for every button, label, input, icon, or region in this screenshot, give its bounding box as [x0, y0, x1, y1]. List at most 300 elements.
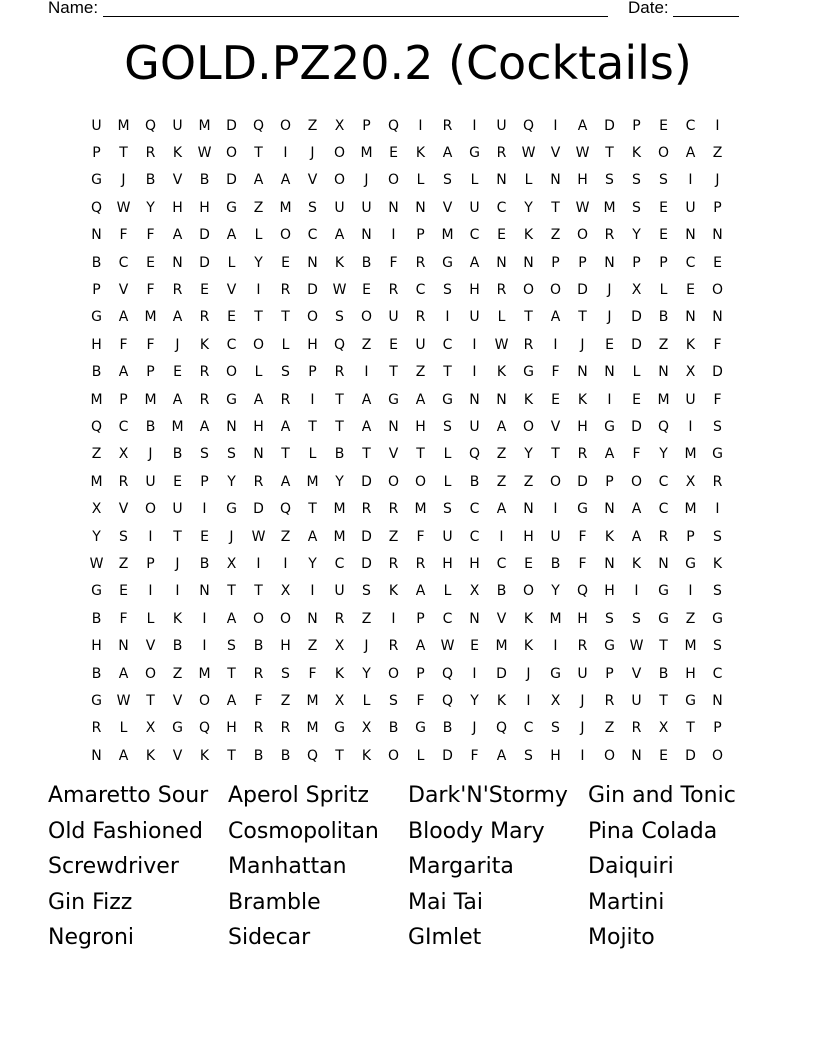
- grid-letter: M: [198, 665, 211, 682]
- grid-letter: B: [172, 446, 183, 463]
- grid-letter: I: [553, 638, 558, 655]
- grid-letter: N: [307, 610, 318, 627]
- grid-letter: W: [521, 145, 536, 162]
- grid-letter: N: [469, 610, 480, 627]
- grid-letter: I: [148, 528, 153, 545]
- grid-letter: B: [172, 638, 183, 655]
- grid-letter: S: [632, 199, 641, 216]
- grid-letter: I: [472, 665, 477, 682]
- grid-letter: M: [144, 309, 157, 326]
- grid-letter: X: [91, 501, 102, 518]
- grid-letter: V: [550, 418, 561, 435]
- grid-row: [83, 550, 731, 577]
- grid-letter: H: [307, 336, 318, 353]
- grid-letter: U: [550, 528, 561, 545]
- grid-letter: L: [497, 309, 506, 326]
- grid-letter: P: [362, 117, 371, 134]
- grid-letter: V: [172, 747, 183, 764]
- grid-letter: H: [577, 418, 588, 435]
- grid-letter: U: [172, 501, 183, 518]
- grid-letter: D: [496, 665, 507, 682]
- grid-letter: L: [362, 692, 371, 709]
- grid-letter: P: [416, 610, 425, 627]
- grid-letter: B: [658, 309, 669, 326]
- grid-letter: Q: [468, 446, 481, 463]
- grid-letter: F: [119, 610, 128, 627]
- grid-letter: T: [605, 145, 614, 162]
- grid-letter: N: [91, 227, 102, 244]
- grid-row: [83, 139, 731, 166]
- grid-letter: T: [686, 720, 695, 737]
- grid-letter: W: [494, 336, 509, 353]
- grid-letter: D: [604, 117, 615, 134]
- name-blank-line: [103, 16, 608, 17]
- grid-letter: T: [146, 692, 155, 709]
- grid-letter: M: [684, 638, 697, 655]
- word-list-item: Negroni: [48, 925, 135, 950]
- grid-letter: N: [550, 172, 561, 189]
- grid-letter: O: [522, 282, 535, 299]
- grid-letter: O: [387, 473, 400, 490]
- grid-letter: K: [631, 145, 642, 162]
- grid-letter: R: [658, 528, 669, 545]
- grid-letter: S: [335, 309, 344, 326]
- grid-letter: B: [199, 555, 210, 572]
- grid-letter: T: [362, 446, 371, 463]
- grid-letter: A: [307, 528, 318, 545]
- grid-letter: F: [578, 528, 587, 545]
- grid-letter: T: [389, 364, 398, 381]
- grid-letter: A: [361, 418, 372, 435]
- grid-letter: K: [604, 528, 615, 545]
- grid-letter: C: [496, 555, 507, 572]
- grid-letter: W: [332, 282, 347, 299]
- grid-letter: L: [632, 364, 641, 381]
- word-list-item: Bloody Mary: [408, 818, 545, 844]
- grid-letter: M: [279, 199, 292, 216]
- grid-letter: U: [334, 199, 345, 216]
- grid-letter: A: [280, 473, 291, 490]
- grid-letter: L: [443, 446, 452, 463]
- grid-letter: O: [387, 747, 400, 764]
- grid-letter: Z: [307, 638, 318, 655]
- grid-letter: S: [659, 172, 668, 189]
- grid-letter: J: [607, 309, 612, 326]
- grid-letter: E: [146, 254, 155, 271]
- grid-letter: D: [577, 473, 588, 490]
- grid-letter: H: [577, 610, 588, 627]
- grid-letter: R: [280, 720, 291, 737]
- grid-letter: O: [144, 665, 157, 682]
- grid-letter: H: [280, 638, 291, 655]
- grid-letter: B: [361, 254, 372, 271]
- grid-letter: Z: [172, 665, 183, 682]
- word-list-item: Cosmopolitan: [228, 818, 379, 844]
- grid-letter: W: [116, 199, 131, 216]
- word-list-item: Manhattan: [228, 854, 347, 879]
- grid-letter: M: [306, 692, 319, 709]
- grid-letter: N: [496, 172, 507, 189]
- grid-letter: I: [715, 117, 720, 134]
- grid-letter: I: [391, 227, 396, 244]
- grid-letter: G: [334, 720, 345, 737]
- grid-letter: H: [469, 555, 480, 572]
- grid-row: [83, 742, 731, 769]
- grid-letter: E: [389, 145, 398, 162]
- grid-letter: J: [175, 336, 180, 353]
- grid-letter: R: [388, 282, 399, 299]
- grid-letter: F: [416, 692, 425, 709]
- grid-letter: Q: [522, 117, 535, 134]
- grid-letter: Z: [361, 610, 372, 627]
- grid-letter: V: [631, 665, 642, 682]
- grid-letter: Z: [658, 336, 669, 353]
- grid-letter: K: [145, 747, 156, 764]
- grid-letter: L: [524, 172, 533, 189]
- grid-letter: P: [146, 364, 155, 381]
- grid-letter: O: [387, 172, 400, 189]
- grid-letter: I: [202, 638, 207, 655]
- grid-letter: Y: [659, 446, 668, 463]
- grid-letter: N: [361, 227, 372, 244]
- grid-letter: P: [578, 254, 587, 271]
- grid-letter: V: [307, 172, 318, 189]
- grid-letter: E: [497, 227, 506, 244]
- grid-letter: D: [226, 117, 237, 134]
- grid-letter: S: [713, 638, 722, 655]
- word-list-item: Sidecar: [228, 925, 311, 950]
- grid-letter: J: [364, 172, 369, 189]
- grid-letter: E: [362, 282, 371, 299]
- grid-letter: T: [227, 583, 236, 600]
- grid-letter: N: [658, 364, 669, 381]
- grid-letter: Z: [523, 473, 534, 490]
- grid-letter: K: [361, 747, 372, 764]
- grid-letter: R: [280, 391, 291, 408]
- grid-letter: V: [145, 638, 156, 655]
- grid-letter: M: [90, 391, 103, 408]
- grid-letter: A: [496, 501, 507, 518]
- grid-letter: I: [499, 528, 504, 545]
- grid-letter: Q: [252, 117, 265, 134]
- grid-letter: A: [253, 391, 264, 408]
- grid-letter: A: [415, 583, 426, 600]
- grid-letter: M: [441, 227, 454, 244]
- grid-letter: G: [712, 610, 723, 627]
- name-label: Name:: [48, 0, 99, 17]
- grid-letter: U: [469, 418, 480, 435]
- worksheet-header: [0, 0, 816, 22]
- grid-letter: C: [226, 336, 237, 353]
- grid-letter: R: [334, 364, 345, 381]
- grid-letter: K: [172, 145, 183, 162]
- grid-letter: Q: [495, 720, 508, 737]
- grid-row: [83, 632, 731, 659]
- word-list-item: Mai Tai: [408, 889, 483, 915]
- grid-letter: Q: [306, 747, 319, 764]
- grid-letter: G: [172, 720, 183, 737]
- grid-letter: I: [634, 583, 639, 600]
- grid-letter: I: [553, 336, 558, 353]
- grid-letter: A: [172, 227, 183, 244]
- grid-letter: M: [549, 610, 562, 627]
- grid-letter: R: [496, 145, 507, 162]
- grid-letter: F: [146, 227, 155, 244]
- grid-letter: T: [254, 583, 263, 600]
- grid-letter: T: [335, 418, 344, 435]
- word-list-item: Gin Fizz: [48, 889, 133, 915]
- grid-letter: D: [631, 309, 642, 326]
- grid-letter: X: [280, 583, 291, 600]
- grid-letter: Q: [441, 692, 454, 709]
- grid-letter: R: [199, 364, 210, 381]
- grid-letter: J: [175, 555, 180, 572]
- grid-letter: Y: [335, 473, 344, 490]
- word-list-item: Margarita: [408, 854, 514, 879]
- grid-letter: Q: [387, 117, 400, 134]
- grid-letter: C: [442, 610, 453, 627]
- grid-row: [83, 523, 731, 550]
- grid-letter: N: [307, 254, 318, 271]
- grid-letter: F: [632, 446, 641, 463]
- word-list-item: Gin and Tonic: [588, 783, 736, 808]
- grid-letter: Z: [550, 227, 561, 244]
- grid-letter: E: [119, 583, 128, 600]
- grid-letter: M: [360, 145, 373, 162]
- grid-letter: T: [335, 391, 344, 408]
- grid-letter: G: [442, 391, 453, 408]
- grid-letter: E: [227, 309, 236, 326]
- grid-letter: I: [364, 364, 369, 381]
- grid-letter: A: [631, 501, 642, 518]
- grid-letter: E: [659, 227, 668, 244]
- grid-letter: N: [658, 555, 669, 572]
- grid-letter: T: [416, 446, 425, 463]
- grid-letter: G: [685, 692, 696, 709]
- grid-letter: A: [469, 254, 480, 271]
- grid-letter: Q: [657, 418, 670, 435]
- grid-letter: P: [551, 254, 560, 271]
- grid-letter: B: [91, 364, 102, 381]
- grid-letter: R: [91, 720, 102, 737]
- grid-letter: W: [575, 145, 590, 162]
- grid-letter: H: [685, 665, 696, 682]
- grid-letter: U: [172, 117, 183, 134]
- grid-letter: H: [469, 282, 480, 299]
- grid-letter: G: [442, 254, 453, 271]
- grid-letter: F: [416, 528, 425, 545]
- grid-letter: U: [145, 473, 156, 490]
- grid-letter: L: [416, 747, 425, 764]
- grid-letter: M: [495, 638, 508, 655]
- grid-letter: O: [711, 747, 724, 764]
- grid-letter: N: [712, 692, 723, 709]
- grid-letter: R: [415, 309, 426, 326]
- grid-letter: P: [416, 665, 425, 682]
- grid-letter: I: [391, 610, 396, 627]
- grid-letter: L: [254, 227, 263, 244]
- grid-letter: L: [281, 336, 290, 353]
- grid-letter: Y: [146, 199, 155, 216]
- grid-letter: D: [199, 227, 210, 244]
- grid-letter: U: [334, 583, 345, 600]
- grid-letter: Y: [551, 583, 560, 600]
- grid-letter: O: [279, 227, 292, 244]
- grid-letter: N: [91, 747, 102, 764]
- grid-letter: Y: [470, 692, 479, 709]
- grid-letter: J: [472, 720, 477, 737]
- grid-letter: C: [469, 528, 480, 545]
- grid-letter: E: [389, 336, 398, 353]
- grid-letter: M: [684, 501, 697, 518]
- grid-letter: Q: [279, 501, 292, 518]
- grid-letter: W: [629, 638, 644, 655]
- grid-letter: J: [580, 692, 585, 709]
- grid-letter: G: [712, 446, 723, 463]
- grid-letter: S: [632, 172, 641, 189]
- grid-letter: X: [334, 692, 345, 709]
- grid-letter: R: [199, 391, 210, 408]
- grid-letter: B: [253, 747, 264, 764]
- grid-letter: I: [472, 336, 477, 353]
- grid-letter: E: [524, 555, 533, 572]
- grid-letter: O: [657, 145, 670, 162]
- grid-letter: B: [334, 446, 345, 463]
- grid-letter: N: [253, 446, 264, 463]
- grid-letter: K: [577, 391, 588, 408]
- grid-letter: O: [198, 692, 211, 709]
- grid-letter: E: [659, 199, 668, 216]
- grid-letter: C: [118, 254, 129, 271]
- grid-letter: T: [443, 364, 452, 381]
- grid-letter: J: [148, 446, 153, 463]
- grid-row: [83, 605, 731, 632]
- grid-letter: S: [551, 720, 560, 737]
- grid-letter: A: [118, 309, 129, 326]
- grid-letter: I: [256, 282, 261, 299]
- grid-letter: Y: [92, 528, 101, 545]
- grid-letter: R: [253, 720, 264, 737]
- grid-letter: B: [469, 473, 480, 490]
- grid-letter: E: [686, 282, 695, 299]
- grid-letter: Z: [280, 528, 291, 545]
- grid-letter: B: [253, 638, 264, 655]
- grid-letter: S: [605, 610, 614, 627]
- grid-letter: G: [685, 555, 696, 572]
- grid-letter: K: [523, 638, 534, 655]
- grid-letter: B: [199, 172, 210, 189]
- grid-letter: X: [334, 638, 345, 655]
- grid-letter: A: [118, 665, 129, 682]
- grid-row: [83, 194, 731, 221]
- grid-letter: S: [308, 199, 317, 216]
- grid-letter: I: [445, 309, 450, 326]
- grid-letter: H: [91, 638, 102, 655]
- grid-letter: A: [415, 391, 426, 408]
- grid-letter: G: [604, 418, 615, 435]
- grid-letter: I: [472, 117, 477, 134]
- grid-letter: B: [550, 555, 561, 572]
- grid-letter: K: [334, 665, 345, 682]
- grid-row: [83, 441, 731, 468]
- grid-letter: G: [658, 583, 669, 600]
- grid-letter: E: [713, 254, 722, 271]
- grid-row: [83, 249, 731, 276]
- grid-letter: Z: [118, 555, 129, 572]
- grid-letter: I: [688, 172, 693, 189]
- grid-letter: F: [389, 254, 398, 271]
- grid-letter: V: [226, 282, 237, 299]
- grid-letter: D: [631, 336, 642, 353]
- grid-letter: C: [307, 227, 318, 244]
- grid-letter: H: [91, 336, 102, 353]
- grid-letter: H: [415, 418, 426, 435]
- grid-letter: N: [685, 309, 696, 326]
- grid-letter: I: [472, 364, 477, 381]
- grid-letter: N: [577, 364, 588, 381]
- grid-letter: X: [145, 720, 156, 737]
- grid-letter: V: [118, 282, 129, 299]
- grid-letter: K: [388, 583, 399, 600]
- grid-letter: A: [172, 391, 183, 408]
- grid-letter: G: [388, 391, 399, 408]
- grid-letter: S: [227, 446, 236, 463]
- grid-letter: X: [118, 446, 129, 463]
- grid-letter: B: [388, 720, 399, 737]
- grid-letter: T: [227, 747, 236, 764]
- grid-letter: V: [496, 610, 507, 627]
- grid-letter: U: [631, 692, 642, 709]
- grid-letter: P: [605, 665, 614, 682]
- grid-letter: G: [469, 145, 480, 162]
- grid-letter: J: [229, 528, 234, 545]
- grid-letter: Q: [90, 418, 103, 435]
- grid-letter: O: [576, 227, 589, 244]
- grid-letter: Y: [308, 555, 317, 572]
- grid-letter: Y: [524, 446, 533, 463]
- grid-letter: O: [252, 610, 265, 627]
- grid-letter: J: [526, 665, 531, 682]
- grid-letter: P: [146, 555, 155, 572]
- grid-letter: M: [414, 501, 427, 518]
- grid-letter: S: [119, 528, 128, 545]
- grid-letter: Q: [144, 117, 157, 134]
- grid-letter: I: [256, 555, 261, 572]
- grid-letter: Z: [604, 720, 615, 737]
- grid-letter: E: [200, 528, 209, 545]
- grid-letter: K: [496, 364, 507, 381]
- grid-letter: G: [523, 364, 534, 381]
- grid-letter: P: [200, 473, 209, 490]
- grid-letter: U: [91, 117, 102, 134]
- date-blank-line: [673, 16, 739, 17]
- grid-letter: C: [415, 282, 426, 299]
- grid-letter: X: [631, 282, 642, 299]
- grid-letter: E: [173, 364, 182, 381]
- grid-letter: Z: [415, 364, 426, 381]
- grid-letter: Z: [496, 473, 507, 490]
- grid-letter: R: [415, 555, 426, 572]
- grid-letter: M: [117, 117, 130, 134]
- grid-letter: N: [388, 418, 399, 435]
- grid-letter: R: [118, 473, 129, 490]
- grid-letter: F: [146, 282, 155, 299]
- grid-letter: P: [659, 254, 668, 271]
- grid-letter: U: [361, 199, 372, 216]
- grid-letter: Q: [576, 583, 589, 600]
- grid-letter: R: [388, 555, 399, 572]
- grid-letter: G: [91, 309, 102, 326]
